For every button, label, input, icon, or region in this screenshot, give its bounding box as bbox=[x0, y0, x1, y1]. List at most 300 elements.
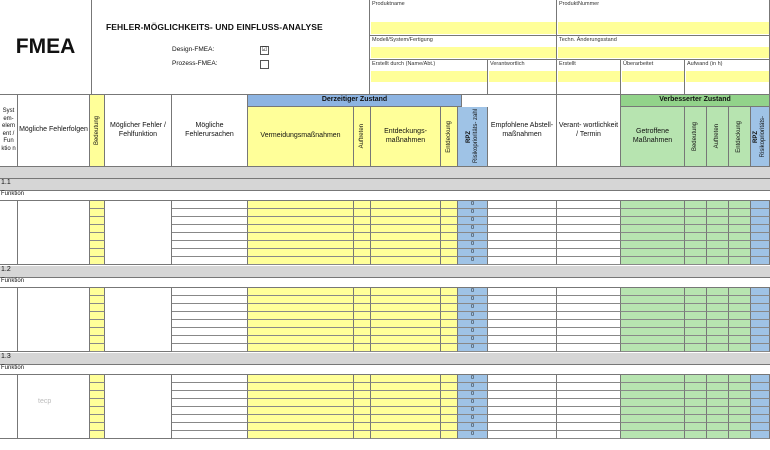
table-subrow[interactable] bbox=[729, 423, 751, 431]
section-cell[interactable] bbox=[105, 288, 172, 352]
table-subrow[interactable] bbox=[172, 336, 248, 344]
table-subrow[interactable] bbox=[488, 225, 557, 233]
table-subrow[interactable] bbox=[172, 249, 248, 257]
table-subrow[interactable] bbox=[621, 209, 685, 217]
table-subrow[interactable] bbox=[371, 328, 441, 336]
table-subrow[interactable] bbox=[751, 423, 770, 431]
table-subrow[interactable] bbox=[371, 415, 441, 423]
table-subrow[interactable] bbox=[248, 209, 354, 217]
table-subrow[interactable] bbox=[621, 399, 685, 407]
table-subrow[interactable] bbox=[90, 399, 105, 407]
table-subrow[interactable] bbox=[707, 391, 729, 399]
table-subrow[interactable] bbox=[557, 415, 621, 423]
table-subrow[interactable] bbox=[621, 288, 685, 296]
table-subrow[interactable] bbox=[557, 375, 621, 383]
table-subrow[interactable] bbox=[685, 423, 707, 431]
table-subrow[interactable] bbox=[685, 344, 707, 352]
table-subrow[interactable] bbox=[172, 415, 248, 423]
table-subrow[interactable] bbox=[371, 225, 441, 233]
section-cell[interactable] bbox=[0, 375, 18, 439]
table-subrow[interactable] bbox=[557, 217, 621, 225]
table-subrow[interactable] bbox=[751, 328, 770, 336]
table-subrow[interactable] bbox=[751, 415, 770, 423]
table-subrow[interactable] bbox=[685, 217, 707, 225]
table-subrow[interactable] bbox=[371, 423, 441, 431]
modell-input[interactable] bbox=[371, 47, 556, 58]
table-subrow[interactable] bbox=[172, 328, 248, 336]
table-subrow[interactable] bbox=[707, 399, 729, 407]
table-subrow[interactable] bbox=[172, 304, 248, 312]
table-subrow[interactable] bbox=[488, 249, 557, 257]
table-subrow[interactable] bbox=[751, 257, 770, 265]
table-subrow[interactable] bbox=[248, 288, 354, 296]
table-subrow[interactable] bbox=[621, 407, 685, 415]
table-subrow[interactable] bbox=[441, 399, 458, 407]
table-subrow[interactable] bbox=[488, 375, 557, 383]
table-subrow[interactable] bbox=[685, 233, 707, 241]
table-subrow[interactable] bbox=[441, 431, 458, 439]
table-subrow[interactable] bbox=[685, 296, 707, 304]
table-subrow[interactable] bbox=[354, 217, 371, 225]
table-subrow[interactable] bbox=[685, 399, 707, 407]
table-subrow[interactable] bbox=[248, 375, 354, 383]
table-subrow[interactable] bbox=[90, 257, 105, 265]
table-subrow[interactable] bbox=[751, 312, 770, 320]
table-subrow[interactable] bbox=[371, 209, 441, 217]
table-subrow[interactable] bbox=[371, 391, 441, 399]
table-subrow[interactable] bbox=[248, 320, 354, 328]
section-cell[interactable] bbox=[18, 375, 90, 439]
section-cell[interactable] bbox=[0, 288, 18, 352]
table-subrow[interactable] bbox=[621, 320, 685, 328]
table-subrow[interactable] bbox=[751, 391, 770, 399]
table-subrow[interactable] bbox=[557, 391, 621, 399]
design-fmea-checkbox[interactable]: ☑ bbox=[261, 47, 268, 53]
table-subrow[interactable] bbox=[557, 304, 621, 312]
table-subrow[interactable] bbox=[90, 296, 105, 304]
table-subrow[interactable] bbox=[90, 344, 105, 352]
table-subrow[interactable] bbox=[707, 296, 729, 304]
table-subrow[interactable] bbox=[488, 257, 557, 265]
table-subrow[interactable] bbox=[371, 288, 441, 296]
table-subrow[interactable] bbox=[707, 320, 729, 328]
table-subrow[interactable] bbox=[621, 312, 685, 320]
table-subrow[interactable] bbox=[354, 399, 371, 407]
table-subrow[interactable] bbox=[557, 241, 621, 249]
table-subrow[interactable] bbox=[488, 296, 557, 304]
table-subrow[interactable] bbox=[685, 249, 707, 257]
table-subrow[interactable] bbox=[557, 288, 621, 296]
table-subrow[interactable] bbox=[685, 201, 707, 209]
table-subrow[interactable] bbox=[488, 336, 557, 344]
table-subrow[interactable] bbox=[707, 288, 729, 296]
table-subrow[interactable] bbox=[707, 209, 729, 217]
table-subrow[interactable] bbox=[441, 312, 458, 320]
table-subrow[interactable] bbox=[354, 383, 371, 391]
table-subrow[interactable] bbox=[488, 391, 557, 399]
verantwortlich-input[interactable] bbox=[489, 71, 556, 82]
table-subrow[interactable] bbox=[621, 217, 685, 225]
table-subrow[interactable] bbox=[441, 383, 458, 391]
table-subrow[interactable] bbox=[172, 399, 248, 407]
table-subrow[interactable] bbox=[621, 304, 685, 312]
table-subrow[interactable] bbox=[685, 312, 707, 320]
table-subrow[interactable] bbox=[248, 344, 354, 352]
table-subrow[interactable] bbox=[248, 423, 354, 431]
table-subrow[interactable] bbox=[441, 233, 458, 241]
table-subrow[interactable] bbox=[729, 209, 751, 217]
table-subrow[interactable] bbox=[707, 415, 729, 423]
table-subrow[interactable] bbox=[172, 391, 248, 399]
table-subrow[interactable] bbox=[707, 257, 729, 265]
produktnummer-input[interactable] bbox=[558, 22, 769, 34]
table-subrow[interactable] bbox=[685, 241, 707, 249]
table-subrow[interactable] bbox=[90, 233, 105, 241]
table-subrow[interactable] bbox=[248, 328, 354, 336]
table-subrow[interactable] bbox=[488, 241, 557, 249]
table-subrow[interactable] bbox=[751, 399, 770, 407]
table-subrow[interactable] bbox=[685, 328, 707, 336]
table-subrow[interactable] bbox=[557, 312, 621, 320]
table-subrow[interactable] bbox=[354, 296, 371, 304]
table-subrow[interactable] bbox=[248, 391, 354, 399]
table-subrow[interactable] bbox=[90, 328, 105, 336]
table-subrow[interactable] bbox=[557, 336, 621, 344]
table-subrow[interactable] bbox=[488, 320, 557, 328]
table-subrow[interactable] bbox=[729, 312, 751, 320]
table-subrow[interactable] bbox=[751, 375, 770, 383]
table-subrow[interactable] bbox=[248, 201, 354, 209]
table-subrow[interactable] bbox=[685, 288, 707, 296]
table-subrow[interactable] bbox=[729, 328, 751, 336]
table-subrow[interactable] bbox=[172, 257, 248, 265]
table-subrow[interactable] bbox=[685, 391, 707, 399]
table-subrow[interactable] bbox=[557, 431, 621, 439]
table-subrow[interactable] bbox=[371, 383, 441, 391]
table-subrow[interactable] bbox=[441, 241, 458, 249]
table-subrow[interactable] bbox=[371, 296, 441, 304]
section-cell[interactable] bbox=[105, 201, 172, 265]
table-subrow[interactable] bbox=[90, 407, 105, 415]
table-subrow[interactable] bbox=[729, 431, 751, 439]
table-subrow[interactable] bbox=[729, 415, 751, 423]
table-subrow[interactable] bbox=[172, 241, 248, 249]
table-subrow[interactable] bbox=[172, 423, 248, 431]
table-subrow[interactable] bbox=[371, 257, 441, 265]
table-subrow[interactable] bbox=[371, 241, 441, 249]
table-subrow[interactable] bbox=[707, 375, 729, 383]
table-subrow[interactable] bbox=[488, 431, 557, 439]
table-subrow[interactable] bbox=[371, 312, 441, 320]
table-subrow[interactable] bbox=[685, 209, 707, 217]
table-subrow[interactable] bbox=[441, 375, 458, 383]
table-subrow[interactable] bbox=[248, 257, 354, 265]
table-subrow[interactable] bbox=[354, 431, 371, 439]
table-subrow[interactable] bbox=[172, 320, 248, 328]
table-subrow[interactable] bbox=[707, 383, 729, 391]
table-subrow[interactable] bbox=[707, 217, 729, 225]
table-subrow[interactable] bbox=[751, 304, 770, 312]
prozess-fmea-checkbox[interactable] bbox=[260, 60, 269, 69]
table-subrow[interactable] bbox=[621, 415, 685, 423]
table-subrow[interactable] bbox=[90, 217, 105, 225]
table-subrow[interactable] bbox=[354, 423, 371, 431]
table-subrow[interactable] bbox=[354, 391, 371, 399]
table-subrow[interactable] bbox=[354, 407, 371, 415]
table-subrow[interactable] bbox=[441, 328, 458, 336]
table-subrow[interactable] bbox=[707, 304, 729, 312]
table-subrow[interactable] bbox=[729, 233, 751, 241]
table-subrow[interactable] bbox=[90, 241, 105, 249]
table-subrow[interactable] bbox=[751, 217, 770, 225]
table-subrow[interactable] bbox=[557, 209, 621, 217]
table-subrow[interactable] bbox=[248, 407, 354, 415]
table-subrow[interactable] bbox=[90, 391, 105, 399]
table-subrow[interactable] bbox=[354, 344, 371, 352]
table-subrow[interactable] bbox=[441, 407, 458, 415]
table-subrow[interactable] bbox=[729, 336, 751, 344]
table-subrow[interactable] bbox=[248, 399, 354, 407]
table-subrow[interactable] bbox=[751, 431, 770, 439]
table-subrow[interactable] bbox=[354, 233, 371, 241]
table-subrow[interactable] bbox=[751, 344, 770, 352]
table-subrow[interactable] bbox=[248, 225, 354, 233]
table-subrow[interactable] bbox=[751, 225, 770, 233]
table-subrow[interactable] bbox=[685, 375, 707, 383]
table-subrow[interactable] bbox=[172, 375, 248, 383]
table-subrow[interactable] bbox=[621, 431, 685, 439]
table-subrow[interactable] bbox=[488, 423, 557, 431]
table-subrow[interactable] bbox=[172, 383, 248, 391]
table-subrow[interactable] bbox=[751, 249, 770, 257]
table-subrow[interactable] bbox=[441, 201, 458, 209]
table-subrow[interactable] bbox=[557, 407, 621, 415]
table-subrow[interactable] bbox=[90, 225, 105, 233]
table-subrow[interactable] bbox=[371, 407, 441, 415]
table-subrow[interactable] bbox=[488, 344, 557, 352]
table-subrow[interactable] bbox=[90, 249, 105, 257]
table-subrow[interactable] bbox=[354, 209, 371, 217]
table-subrow[interactable] bbox=[371, 320, 441, 328]
table-subrow[interactable] bbox=[90, 336, 105, 344]
table-subrow[interactable] bbox=[729, 257, 751, 265]
table-subrow[interactable] bbox=[371, 201, 441, 209]
table-subrow[interactable] bbox=[707, 431, 729, 439]
table-subrow[interactable] bbox=[751, 201, 770, 209]
table-subrow[interactable] bbox=[90, 375, 105, 383]
table-subrow[interactable] bbox=[751, 383, 770, 391]
table-subrow[interactable] bbox=[729, 296, 751, 304]
table-subrow[interactable] bbox=[371, 217, 441, 225]
table-subrow[interactable] bbox=[557, 320, 621, 328]
table-subrow[interactable] bbox=[90, 304, 105, 312]
table-subrow[interactable] bbox=[621, 336, 685, 344]
table-subrow[interactable] bbox=[707, 423, 729, 431]
table-subrow[interactable] bbox=[729, 407, 751, 415]
table-subrow[interactable] bbox=[248, 415, 354, 423]
table-subrow[interactable] bbox=[557, 344, 621, 352]
table-subrow[interactable] bbox=[685, 407, 707, 415]
table-subrow[interactable] bbox=[557, 201, 621, 209]
table-subrow[interactable] bbox=[172, 233, 248, 241]
table-subrow[interactable] bbox=[371, 344, 441, 352]
table-subrow[interactable] bbox=[751, 336, 770, 344]
table-subrow[interactable] bbox=[557, 296, 621, 304]
table-subrow[interactable] bbox=[248, 383, 354, 391]
table-subrow[interactable] bbox=[729, 241, 751, 249]
table-subrow[interactable] bbox=[354, 312, 371, 320]
table-subrow[interactable] bbox=[354, 336, 371, 344]
table-subrow[interactable] bbox=[557, 249, 621, 257]
table-subrow[interactable] bbox=[354, 241, 371, 249]
table-subrow[interactable] bbox=[707, 241, 729, 249]
table-subrow[interactable] bbox=[707, 312, 729, 320]
table-subrow[interactable] bbox=[248, 431, 354, 439]
table-subrow[interactable] bbox=[90, 320, 105, 328]
table-subrow[interactable] bbox=[685, 431, 707, 439]
table-subrow[interactable] bbox=[90, 383, 105, 391]
erstellt-input[interactable] bbox=[558, 71, 620, 82]
table-subrow[interactable] bbox=[248, 312, 354, 320]
table-subrow[interactable] bbox=[557, 399, 621, 407]
table-subrow[interactable] bbox=[90, 431, 105, 439]
table-subrow[interactable] bbox=[354, 375, 371, 383]
table-subrow[interactable] bbox=[172, 209, 248, 217]
table-subrow[interactable] bbox=[488, 399, 557, 407]
table-subrow[interactable] bbox=[685, 383, 707, 391]
table-subrow[interactable] bbox=[371, 431, 441, 439]
table-subrow[interactable] bbox=[441, 344, 458, 352]
table-subrow[interactable] bbox=[441, 217, 458, 225]
table-subrow[interactable] bbox=[729, 391, 751, 399]
table-subrow[interactable] bbox=[441, 288, 458, 296]
table-subrow[interactable] bbox=[729, 217, 751, 225]
table-subrow[interactable] bbox=[488, 328, 557, 336]
table-subrow[interactable] bbox=[371, 249, 441, 257]
table-subrow[interactable] bbox=[248, 336, 354, 344]
table-subrow[interactable] bbox=[557, 328, 621, 336]
table-subrow[interactable] bbox=[172, 225, 248, 233]
table-subrow[interactable] bbox=[621, 328, 685, 336]
table-subrow[interactable] bbox=[172, 344, 248, 352]
produktname-input[interactable] bbox=[371, 22, 556, 34]
section-cell[interactable] bbox=[18, 288, 90, 352]
table-subrow[interactable] bbox=[621, 296, 685, 304]
table-subrow[interactable] bbox=[621, 423, 685, 431]
erstellt-durch-input[interactable] bbox=[371, 71, 487, 82]
table-subrow[interactable] bbox=[685, 304, 707, 312]
table-subrow[interactable] bbox=[621, 257, 685, 265]
table-subrow[interactable] bbox=[729, 375, 751, 383]
table-subrow[interactable] bbox=[685, 225, 707, 233]
table-subrow[interactable] bbox=[441, 391, 458, 399]
table-subrow[interactable] bbox=[90, 312, 105, 320]
table-subrow[interactable] bbox=[172, 288, 248, 296]
table-subrow[interactable] bbox=[441, 423, 458, 431]
table-subrow[interactable] bbox=[441, 415, 458, 423]
table-subrow[interactable] bbox=[685, 320, 707, 328]
table-subrow[interactable] bbox=[707, 233, 729, 241]
table-subrow[interactable] bbox=[751, 320, 770, 328]
table-subrow[interactable] bbox=[248, 304, 354, 312]
table-subrow[interactable] bbox=[621, 225, 685, 233]
table-subrow[interactable] bbox=[371, 233, 441, 241]
table-subrow[interactable] bbox=[248, 296, 354, 304]
table-subrow[interactable] bbox=[729, 225, 751, 233]
table-subrow[interactable] bbox=[707, 407, 729, 415]
table-subrow[interactable] bbox=[729, 344, 751, 352]
table-subrow[interactable] bbox=[354, 415, 371, 423]
table-subrow[interactable] bbox=[172, 407, 248, 415]
table-subrow[interactable] bbox=[751, 233, 770, 241]
table-subrow[interactable] bbox=[90, 423, 105, 431]
table-subrow[interactable] bbox=[90, 201, 105, 209]
table-subrow[interactable] bbox=[729, 304, 751, 312]
table-subrow[interactable] bbox=[354, 257, 371, 265]
table-subrow[interactable] bbox=[621, 375, 685, 383]
table-subrow[interactable] bbox=[488, 288, 557, 296]
table-subrow[interactable] bbox=[441, 209, 458, 217]
section-cell[interactable] bbox=[105, 375, 172, 439]
table-subrow[interactable] bbox=[371, 375, 441, 383]
table-subrow[interactable] bbox=[488, 407, 557, 415]
table-subrow[interactable] bbox=[621, 344, 685, 352]
table-subrow[interactable] bbox=[751, 241, 770, 249]
table-subrow[interactable] bbox=[172, 431, 248, 439]
table-subrow[interactable] bbox=[172, 312, 248, 320]
table-subrow[interactable] bbox=[729, 249, 751, 257]
table-subrow[interactable] bbox=[441, 257, 458, 265]
table-subrow[interactable] bbox=[621, 233, 685, 241]
table-subrow[interactable] bbox=[488, 383, 557, 391]
table-subrow[interactable] bbox=[354, 288, 371, 296]
table-subrow[interactable] bbox=[354, 304, 371, 312]
table-subrow[interactable] bbox=[729, 288, 751, 296]
table-subrow[interactable] bbox=[90, 288, 105, 296]
table-subrow[interactable] bbox=[354, 225, 371, 233]
table-subrow[interactable] bbox=[90, 415, 105, 423]
table-subrow[interactable] bbox=[441, 336, 458, 344]
aenderungsstand-input[interactable] bbox=[558, 47, 769, 58]
table-subrow[interactable] bbox=[707, 328, 729, 336]
table-subrow[interactable] bbox=[488, 312, 557, 320]
table-subrow[interactable] bbox=[751, 209, 770, 217]
table-subrow[interactable] bbox=[707, 336, 729, 344]
table-subrow[interactable] bbox=[707, 201, 729, 209]
table-subrow[interactable] bbox=[488, 209, 557, 217]
table-subrow[interactable] bbox=[729, 399, 751, 407]
table-subrow[interactable] bbox=[371, 336, 441, 344]
table-subrow[interactable] bbox=[557, 383, 621, 391]
table-subrow[interactable] bbox=[441, 296, 458, 304]
table-subrow[interactable] bbox=[172, 296, 248, 304]
table-subrow[interactable] bbox=[751, 288, 770, 296]
table-subrow[interactable] bbox=[557, 225, 621, 233]
table-subrow[interactable] bbox=[685, 415, 707, 423]
table-subrow[interactable] bbox=[621, 391, 685, 399]
table-subrow[interactable] bbox=[557, 233, 621, 241]
table-subrow[interactable] bbox=[90, 209, 105, 217]
table-subrow[interactable] bbox=[557, 257, 621, 265]
table-subrow[interactable] bbox=[729, 383, 751, 391]
section-cell[interactable] bbox=[18, 201, 90, 265]
table-subrow[interactable] bbox=[248, 241, 354, 249]
table-subrow[interactable] bbox=[621, 201, 685, 209]
table-subrow[interactable] bbox=[488, 201, 557, 209]
table-subrow[interactable] bbox=[621, 249, 685, 257]
table-subrow[interactable] bbox=[441, 320, 458, 328]
table-subrow[interactable] bbox=[707, 225, 729, 233]
